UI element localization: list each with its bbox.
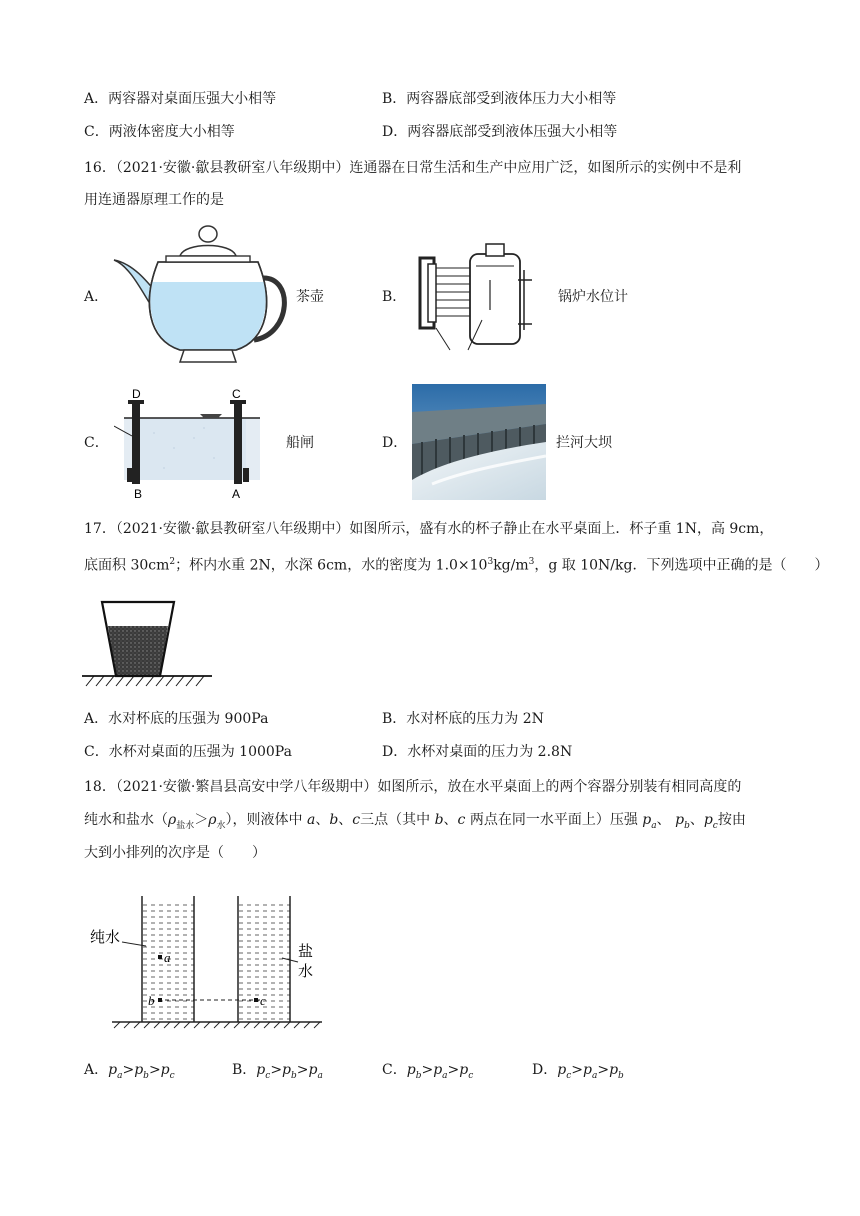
rho-symbol: ρ xyxy=(168,812,177,828)
q16-option-b-label[interactable]: B． xyxy=(382,289,407,305)
q15-option-d[interactable]: D．两容器底部受到液体压强大小相等 xyxy=(382,124,618,140)
pure-water-label: 纯水 xyxy=(90,928,121,946)
q18-option-b[interactable]: B．$p_c>p_b>p_a$ xyxy=(232,1062,323,1081)
q18-stem-part: 按由 xyxy=(717,812,746,828)
q18-stem-part: 、 xyxy=(338,812,353,828)
q17-stem-part: ，g 取 10N/kg．下列选项中正确的是（ ） xyxy=(534,557,829,574)
q17-option-b[interactable]: B．水对杯底的压力为 2N xyxy=(382,711,544,727)
var-p: p xyxy=(642,812,652,828)
q18-subscript: 水 xyxy=(216,820,226,831)
var-a: a xyxy=(651,820,657,831)
q18-option-a[interactable]: A．$p_a>p_b>p_c$ xyxy=(84,1062,175,1081)
q18-stem-part: ＞ xyxy=(194,812,209,828)
q17-stem-part: 底面积 30cm xyxy=(84,557,170,574)
lock-label-c: C xyxy=(232,388,241,401)
var-b: b xyxy=(684,820,690,831)
q18-stem-line2 xyxy=(84,810,746,836)
var-b: b xyxy=(329,812,339,828)
ship-lock-figure xyxy=(114,388,270,500)
q18-stem-part: 、 xyxy=(315,812,330,828)
q18-stem-part: 、 xyxy=(443,812,458,828)
q18-subscript: 盐水 xyxy=(176,820,195,831)
q18-stem-part: 三点（其中 xyxy=(360,812,435,828)
q18-option-d[interactable]: D．$p_c>p_a>p_b$ xyxy=(532,1062,624,1081)
var-c: c xyxy=(712,820,718,831)
q16-stem-line2: 用连通器原理工作的是 xyxy=(84,192,224,208)
q17-superscript: 3 xyxy=(487,557,494,567)
lock-label-a: A xyxy=(232,487,241,500)
q15-option-a[interactable]: A．两容器对桌面压强大小相等 xyxy=(84,91,277,107)
q18-option-a-label: A． xyxy=(84,1062,109,1078)
point-b-label: b xyxy=(148,993,155,1008)
var-p: p xyxy=(675,812,685,828)
boiler-gauge-figure xyxy=(410,240,538,354)
q17-superscript: 2 xyxy=(169,557,176,567)
q17-option-c[interactable]: C．水杯对桌面的压强为 1000Pa xyxy=(84,744,292,760)
q18-option-d-label: D． xyxy=(532,1062,558,1078)
q18-stem-line1: 18．（2021·安徽·繁昌县高安中学八年级期中）如图所示，放在水平桌面上的两个容器分别装有相同高度的 xyxy=(84,779,742,795)
q18-stem-part: 纯水和盐水（ xyxy=(84,812,168,828)
q17-stem-line1: 17．（2021·安徽·歙县教研室八年级期中）如图所示，盛有水的杯子静止在水平桌面上．杯子重 1N，高 9cm， xyxy=(84,521,774,537)
q16-stem-line1: 16．（2021·安徽·歙县教研室八年级期中）连通器在日常生活和生产中应用广泛，如图所示的实例中不是利 xyxy=(84,160,742,176)
teapot-figure xyxy=(108,222,288,364)
q18-stem-part: 、 xyxy=(689,812,704,828)
q18-option-c[interactable]: C．$p_b>p_a>p_c$ xyxy=(382,1062,474,1081)
q18-stem-part: ），则液体中 xyxy=(225,812,307,828)
var-b: b xyxy=(434,812,444,828)
q16-option-d-caption: 拦河大坝 xyxy=(556,435,612,451)
salt-water-label-2: 水 xyxy=(298,962,314,980)
q18-option-c-label: C． xyxy=(382,1062,407,1078)
var-c: c xyxy=(352,812,361,828)
rho-symbol: ρ xyxy=(208,812,217,828)
dam-photo-figure xyxy=(412,384,546,500)
q17-option-d[interactable]: D．水杯对桌面的压力为 2.8N xyxy=(382,744,573,760)
q17-option-a[interactable]: A．水对杯底的压强为 900Pa xyxy=(84,711,269,727)
q16-option-a-caption: 茶壶 xyxy=(296,289,324,305)
q18-stem-line3: 大到小排列的次序是（ ） xyxy=(84,845,266,861)
point-a-label: a xyxy=(164,950,171,965)
q18-stem-part: 、 xyxy=(656,812,676,828)
q15-option-c[interactable]: C．两液体密度大小相等 xyxy=(84,124,235,140)
q16-option-d-label[interactable]: D． xyxy=(382,435,408,451)
point-c-label: c xyxy=(260,993,266,1008)
lock-label-b: B xyxy=(134,487,143,500)
q18-option-b-label: B． xyxy=(232,1062,257,1078)
q16-option-c-label[interactable]: C． xyxy=(84,435,109,451)
q16-option-a-label[interactable]: A． xyxy=(84,289,109,305)
salt-water-label-1: 盐 xyxy=(298,942,314,960)
q18-stem-part: 两点在同一水平面上）压强 xyxy=(465,812,643,828)
q15-option-b[interactable]: B．两容器底部受到液体压力大小相等 xyxy=(382,91,617,107)
lock-label-d: D xyxy=(132,388,141,401)
cup-on-table-figure xyxy=(82,598,212,690)
q17-stem-part: ；杯内水重 2N，水深 6cm，水的密度为 1.0×10 xyxy=(175,557,488,574)
q16-option-b-caption: 锅炉水位计 xyxy=(558,289,628,305)
q17-superscript: 3 xyxy=(528,557,535,567)
q16-option-c-caption: 船闸 xyxy=(286,435,314,451)
var-c: c xyxy=(457,812,466,828)
q17-stem-part: kg/m xyxy=(493,557,529,574)
var-a: a xyxy=(306,812,316,828)
two-containers-figure xyxy=(86,884,326,1030)
var-p: p xyxy=(703,812,713,828)
q17-stem-line2 xyxy=(84,552,828,576)
